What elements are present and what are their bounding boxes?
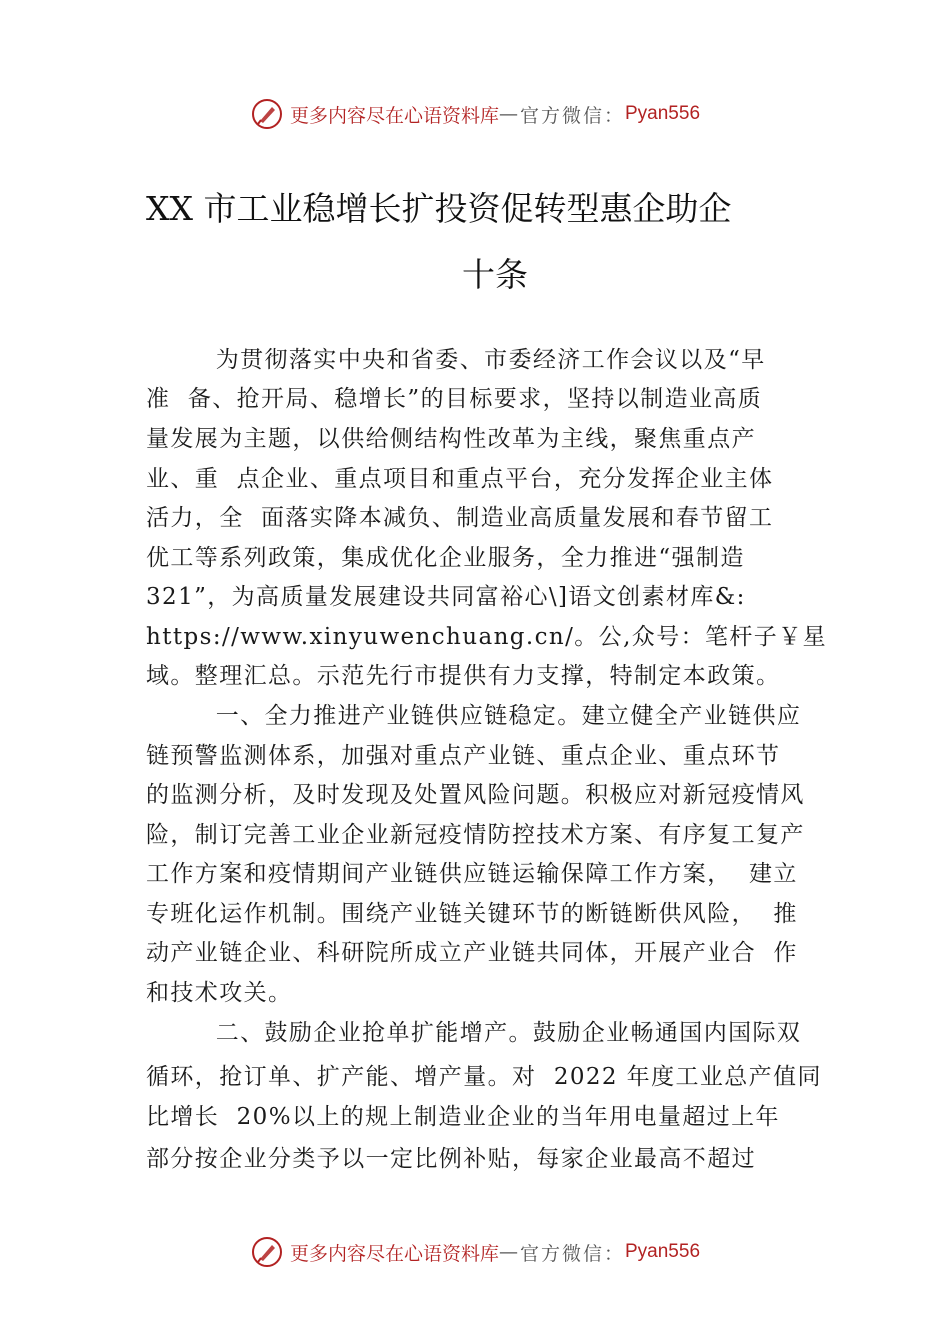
- watermark-main-text: 更多内容尽在心语资料库: [289, 104, 499, 127]
- body-line: 循环，抢订单、扩产能、增产量。对 2022 年度工业总产值同: [146, 1064, 822, 1090]
- body-line: 优工等系列政策，集成优化企业服务，全力推进“强制造: [146, 545, 745, 571]
- body-line: 工作方案和疫情期间产业链供应链运输保障工作方案， 建立: [146, 861, 798, 887]
- watermark-account: Pyan556: [625, 1241, 701, 1262]
- body-line: 险，制订完善工业企业新冠疫情防控技术方案、有序复工复产: [146, 822, 805, 848]
- body-line: 和技术攻关。: [146, 980, 293, 1006]
- body-line: 部分按企业分类予以一定比例补贴，每家企业最高不超过: [146, 1146, 756, 1172]
- body-line: 活力，全 面落实降本减负、制造业高质量发展和春节留工: [146, 505, 774, 531]
- quill-seal-icon: [250, 1235, 284, 1269]
- watermark-wechat-label: 官方微信：: [519, 1242, 625, 1265]
- quill-seal-icon: [250, 97, 284, 131]
- body-line: 的监测分析，及时发现及处置风险问题。积极应对新冠疫情风: [146, 782, 805, 808]
- body-line: 域。整理汇总。示范先行市提供有力支撑，特制定本政策。: [146, 663, 781, 689]
- body-line: 为贯彻落实中央和省委、市委经济工作会议以及“早: [146, 347, 766, 373]
- body-line: 比增长 20%以上的规上制造业企业的当年用电量超过上年: [146, 1104, 780, 1130]
- body-line: 一、全力推进产业链供应链稳定。建立健全产业链供应: [146, 703, 802, 729]
- watermark-banner-top: [0, 94, 950, 134]
- document-title-line2: 十条: [462, 255, 528, 294]
- body-line: 链预警监测体系，加强对重点产业链、重点企业、重点环节: [146, 743, 781, 769]
- body-line: 业、重 点企业、重点项目和重点平台，充分发挥企业主体: [146, 466, 774, 492]
- body-line: 专班化运作机制。围绕产业链关键环节的断链断供风险， 推: [146, 901, 798, 927]
- body-line: https://www.xinyuwenchuang.cn/。公,众号：笔杆子￥星: [146, 624, 827, 650]
- watermark-banner-bottom: [0, 1232, 950, 1272]
- watermark-wechat-label: 官方微信：: [519, 104, 625, 127]
- watermark-main-text: 更多内容尽在心语资料库: [289, 1242, 499, 1265]
- watermark-separator: —: [498, 103, 520, 125]
- body-line: 量发展为主题，以供给侧结构性改革为主线，聚焦重点产: [146, 426, 756, 452]
- body-line: 准 备、抢开局、稳增长”的目标要求，坚持以制造业高质: [146, 386, 763, 412]
- body-line: 动产业链企业、科研院所成立产业链共同体，开展产业合 作: [146, 940, 798, 966]
- watermark-account: Pyan556: [625, 103, 701, 124]
- document-title-line1: XX 市工业稳增长扩投资促转型惠企助企: [146, 189, 732, 228]
- watermark-separator: —: [498, 1241, 520, 1263]
- body-line: 321”，为高质量发展建设共同富裕心\]语文创素材库&:: [146, 584, 746, 610]
- body-line: 二、鼓励企业抢单扩能增产。鼓励企业畅通国内国际双: [146, 1020, 802, 1046]
